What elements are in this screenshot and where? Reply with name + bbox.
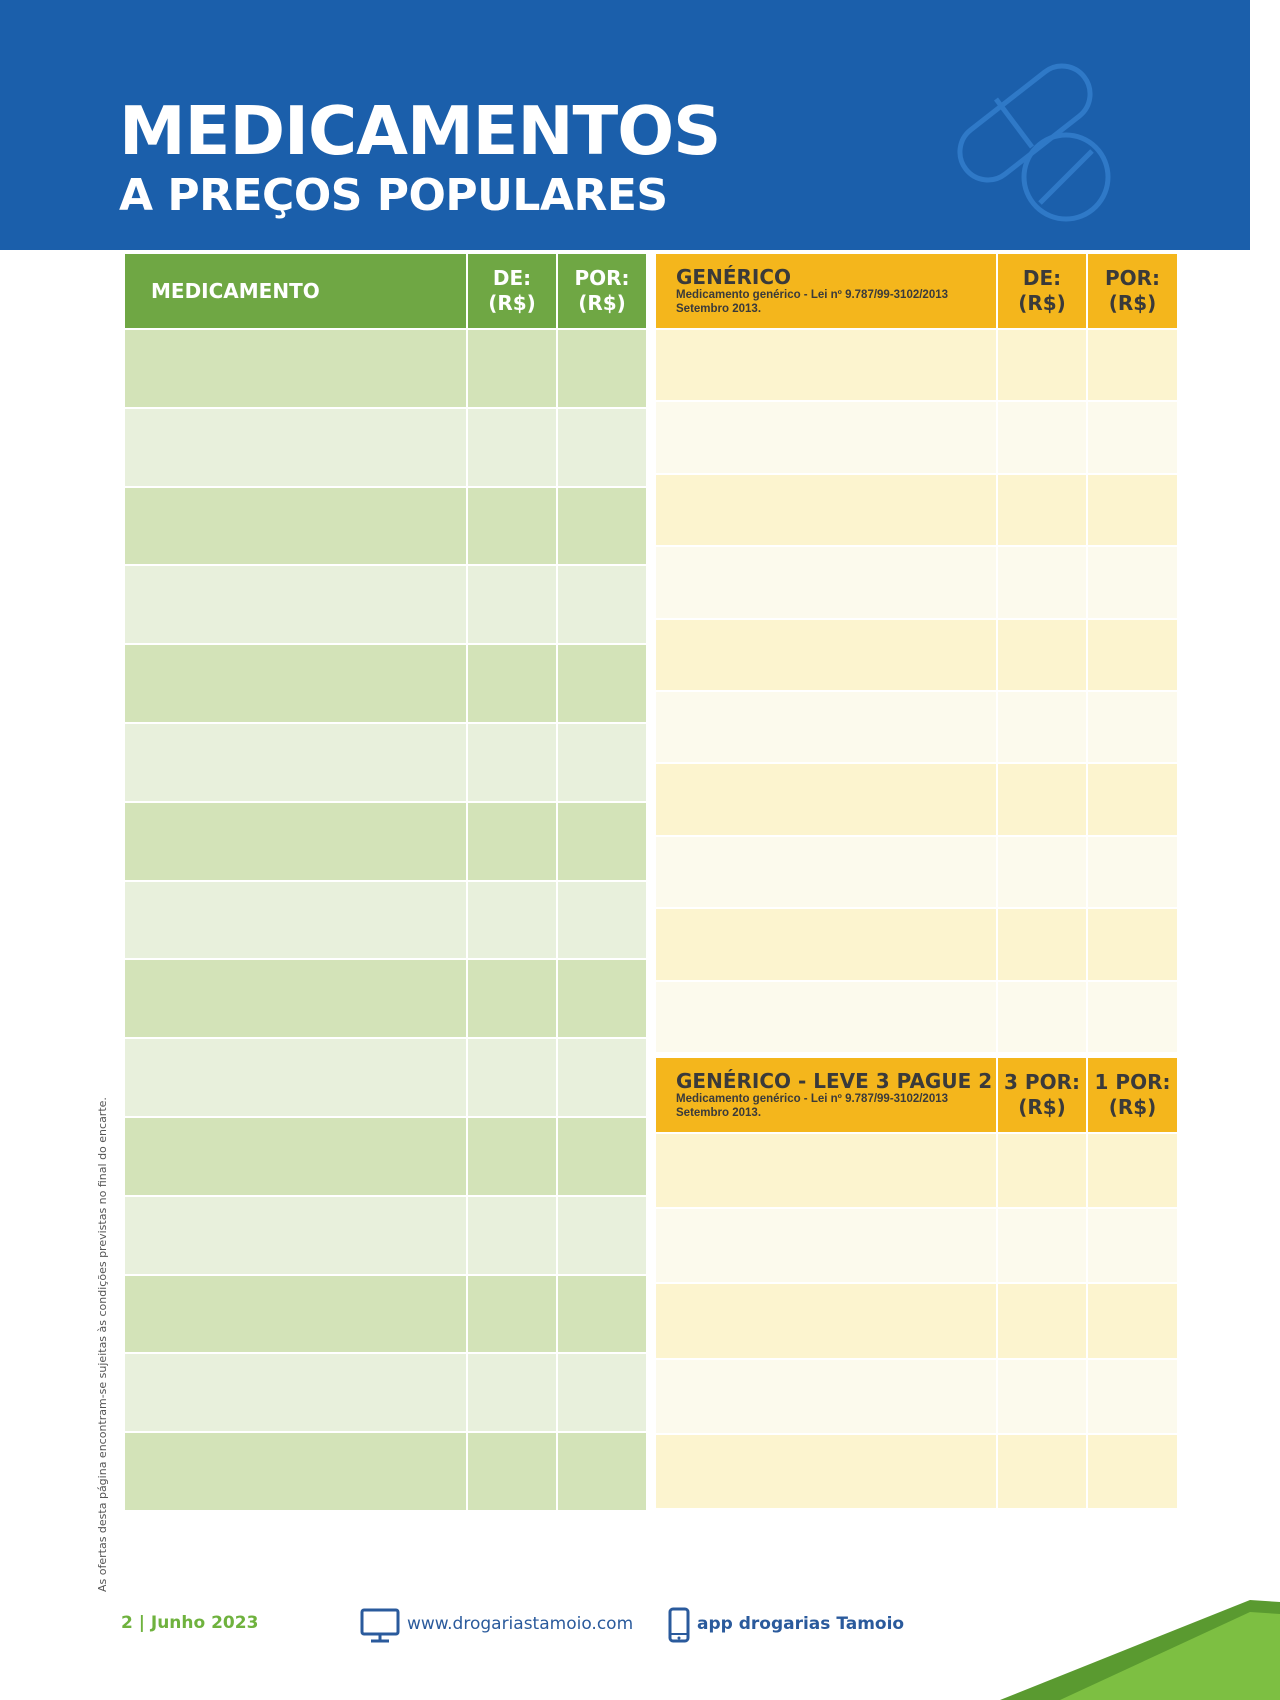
- generico-row-7-col-1: [656, 764, 996, 834]
- generico-row-8-col-2: [998, 837, 1086, 907]
- medicamento-row-3-col-1: [125, 488, 466, 565]
- leve3-row-4-col-3: [1088, 1360, 1177, 1433]
- medicamento-row-3-col-3: [558, 488, 646, 565]
- generico-row-7-col-2: [998, 764, 1086, 834]
- leve3-row-3-col-1: [656, 1284, 996, 1357]
- medicamento-row-7-col-1: [125, 803, 466, 880]
- medicamento-row-8-col-2: [468, 882, 556, 959]
- generico-row-9-col-3: [1088, 909, 1177, 979]
- medicamento-row-4-col-3: [558, 566, 646, 643]
- col-header-de-line2: (R$): [488, 291, 536, 315]
- col-header-por-line1: POR:: [574, 266, 630, 290]
- page-title: MEDICAMENTOS: [119, 92, 721, 170]
- medicamento-row-7-col-3: [558, 803, 646, 880]
- medicamento-row-6-col-2: [468, 724, 556, 801]
- generico-row-4-col-3: [1088, 547, 1177, 617]
- generico-row-7-col-3: [1088, 764, 1177, 834]
- generico-title: GENÉRICO: [676, 265, 791, 289]
- generico-de-line2: (R$): [1018, 291, 1066, 315]
- generico-row-3-col-3: [1088, 475, 1177, 545]
- medicamento-row-11-col-3: [558, 1118, 646, 1195]
- page-number-date: 2 | Junho 2023: [121, 1613, 259, 1633]
- medicamento-row-14-col-3: [558, 1354, 646, 1431]
- phone-icon: [668, 1607, 690, 1643]
- generico-row-8-col-1: [656, 837, 996, 907]
- col-header-leve3: [656, 1058, 996, 1132]
- generico-row-3-col-2: [998, 475, 1086, 545]
- leve3-1por-line1: 1 POR:: [1094, 1070, 1171, 1094]
- medicamento-row-8-col-3: [558, 882, 646, 959]
- header-notch: [1250, 168, 1280, 250]
- medicamento-row-6-col-3: [558, 724, 646, 801]
- medicamento-row-13-col-2: [468, 1276, 556, 1353]
- medicamento-row-2-col-2: [468, 409, 556, 486]
- generico-row-2-col-1: [656, 402, 996, 472]
- medicamento-row-12-col-1: [125, 1197, 466, 1274]
- leve3-row-4-col-1: [656, 1360, 996, 1433]
- generico-row-6-col-3: [1088, 692, 1177, 762]
- generico-row-1-col-1: [656, 330, 996, 400]
- col-header-generico: [656, 254, 996, 328]
- medicamento-row-9-col-3: [558, 960, 646, 1037]
- leve3-row-5-col-1: [656, 1435, 996, 1508]
- medicamento-row-5-col-3: [558, 645, 646, 722]
- medicamento-row-14-col-1: [125, 1354, 466, 1431]
- medicamento-row-4-col-1: [125, 566, 466, 643]
- generico-row-9-col-2: [998, 909, 1086, 979]
- col-header-por-line2: (R$): [578, 291, 626, 315]
- leve3-row-4-col-2: [998, 1360, 1086, 1433]
- monitor-icon: [360, 1608, 400, 1644]
- generico-row-4-col-1: [656, 547, 996, 617]
- generico-col-header-por: [1088, 254, 1177, 328]
- leve3-row-3-col-2: [998, 1284, 1086, 1357]
- medicamento-row-2-col-3: [558, 409, 646, 486]
- generico-row-3-col-1: [656, 475, 996, 545]
- medicamento-row-10-col-3: [558, 1039, 646, 1116]
- medicamento-row-15-col-3: [558, 1433, 646, 1510]
- leve3-3por-line2: (R$): [1018, 1095, 1066, 1119]
- generico-col-header-de: [998, 254, 1086, 328]
- leve3-law-line1: Medicamento genérico - Lei nº 9.787/99-3102/2013: [676, 1093, 949, 1105]
- leve3-row-5-col-3: [1088, 1435, 1177, 1508]
- generico-law-line2: Setembro 2013.: [676, 303, 762, 315]
- generico-por-line1: POR:: [1104, 266, 1161, 290]
- leve3-row-1-col-3: [1088, 1134, 1177, 1207]
- medicamento-row-13-col-3: [558, 1276, 646, 1353]
- col-header-medicamento: [125, 254, 466, 328]
- generico-row-5-col-1: [656, 620, 996, 690]
- side-disclaimer: As ofertas desta página encontram-se sujeitas às condições previstas no final do encarte.: [96, 1097, 109, 1592]
- medicamento-row-12-col-2: [468, 1197, 556, 1274]
- medicamento-row-11-col-1: [125, 1118, 466, 1195]
- medicamento-row-1-col-2: [468, 330, 556, 407]
- generico-law-line1: Medicamento genérico - Lei nº 9.787/99-3102/2013: [676, 289, 949, 301]
- generico-row-5-col-3: [1088, 620, 1177, 690]
- leve3-3por-line1: 3 POR:: [1004, 1070, 1080, 1094]
- medicamento-row-8-col-1: [125, 882, 466, 959]
- medicamento-row-4-col-2: [468, 566, 556, 643]
- leve3-title: GENÉRICO - LEVE 3 PAGUE 2: [676, 1069, 993, 1093]
- leve3-row-2-col-3: [1088, 1209, 1177, 1282]
- leve3-row-1-col-1: [656, 1134, 996, 1207]
- generico-por-line2: (R$): [1108, 291, 1157, 315]
- leve3-col-header-1por: [1088, 1058, 1177, 1132]
- medicamento-row-12-col-3: [558, 1197, 646, 1274]
- medicamento-row-6-col-1: [125, 724, 466, 801]
- medicamento-row-10-col-1: [125, 1039, 466, 1116]
- leve3-row-1-col-2: [998, 1134, 1086, 1207]
- leve3-row-3-col-3: [1088, 1284, 1177, 1357]
- medicamento-row-9-col-1: [125, 960, 466, 1037]
- medicamento-row-1-col-1: [125, 330, 466, 407]
- generico-row-1-col-3: [1088, 330, 1177, 400]
- medicamento-row-2-col-1: [125, 409, 466, 486]
- generico-row-10-col-2: [998, 982, 1086, 1052]
- medicamento-row-11-col-2: [468, 1118, 556, 1195]
- generico-row-4-col-2: [998, 547, 1086, 617]
- generico-row-2-col-2: [998, 402, 1086, 472]
- medicamento-row-3-col-2: [468, 488, 556, 565]
- medicamento-row-7-col-2: [468, 803, 556, 880]
- generico-row-1-col-2: [998, 330, 1086, 400]
- medicamento-row-10-col-2: [468, 1039, 556, 1116]
- generico-row-10-col-1: [656, 982, 996, 1052]
- leve3-col-header-3por: [998, 1058, 1086, 1132]
- generico-row-2-col-3: [1088, 402, 1177, 472]
- leve3-row-2-col-1: [656, 1209, 996, 1282]
- generico-row-5-col-2: [998, 620, 1086, 690]
- generico-row-10-col-3: [1088, 982, 1177, 1052]
- leve3-1por-line2: (R$): [1108, 1095, 1157, 1119]
- pill-icon: [940, 55, 1120, 225]
- medicamento-row-14-col-2: [468, 1354, 556, 1431]
- medicamento-row-9-col-2: [468, 960, 556, 1037]
- medicamento-row-13-col-1: [125, 1276, 466, 1353]
- generico-row-6-col-1: [656, 692, 996, 762]
- page-subtitle: A PREÇOS POPULARES: [119, 170, 668, 221]
- generico-row-8-col-3: [1088, 837, 1177, 907]
- generico-row-6-col-2: [998, 692, 1086, 762]
- app-link[interactable]: app drogarias Tamoio: [697, 1614, 905, 1634]
- medicamento-row-5-col-2: [468, 645, 556, 722]
- leve3-row-2-col-2: [998, 1209, 1086, 1282]
- medicamento-row-1-col-3: [558, 330, 646, 407]
- medicamento-row-15-col-1: [125, 1433, 466, 1510]
- generico-row-9-col-1: [656, 909, 996, 979]
- website-link[interactable]: www.drogariastamoio.com: [407, 1614, 634, 1634]
- medicamento-row-15-col-2: [468, 1433, 556, 1510]
- medicamento-row-5-col-1: [125, 645, 466, 722]
- col-header-medicamento-label: MEDICAMENTO: [151, 279, 320, 303]
- col-header-por: [558, 254, 646, 328]
- col-header-de: [468, 254, 556, 328]
- leve3-row-5-col-2: [998, 1435, 1086, 1508]
- leve3-law-line2: Setembro 2013.: [676, 1107, 762, 1119]
- col-header-de-line1: DE:: [492, 266, 532, 290]
- generico-de-line1: DE:: [1022, 266, 1062, 290]
